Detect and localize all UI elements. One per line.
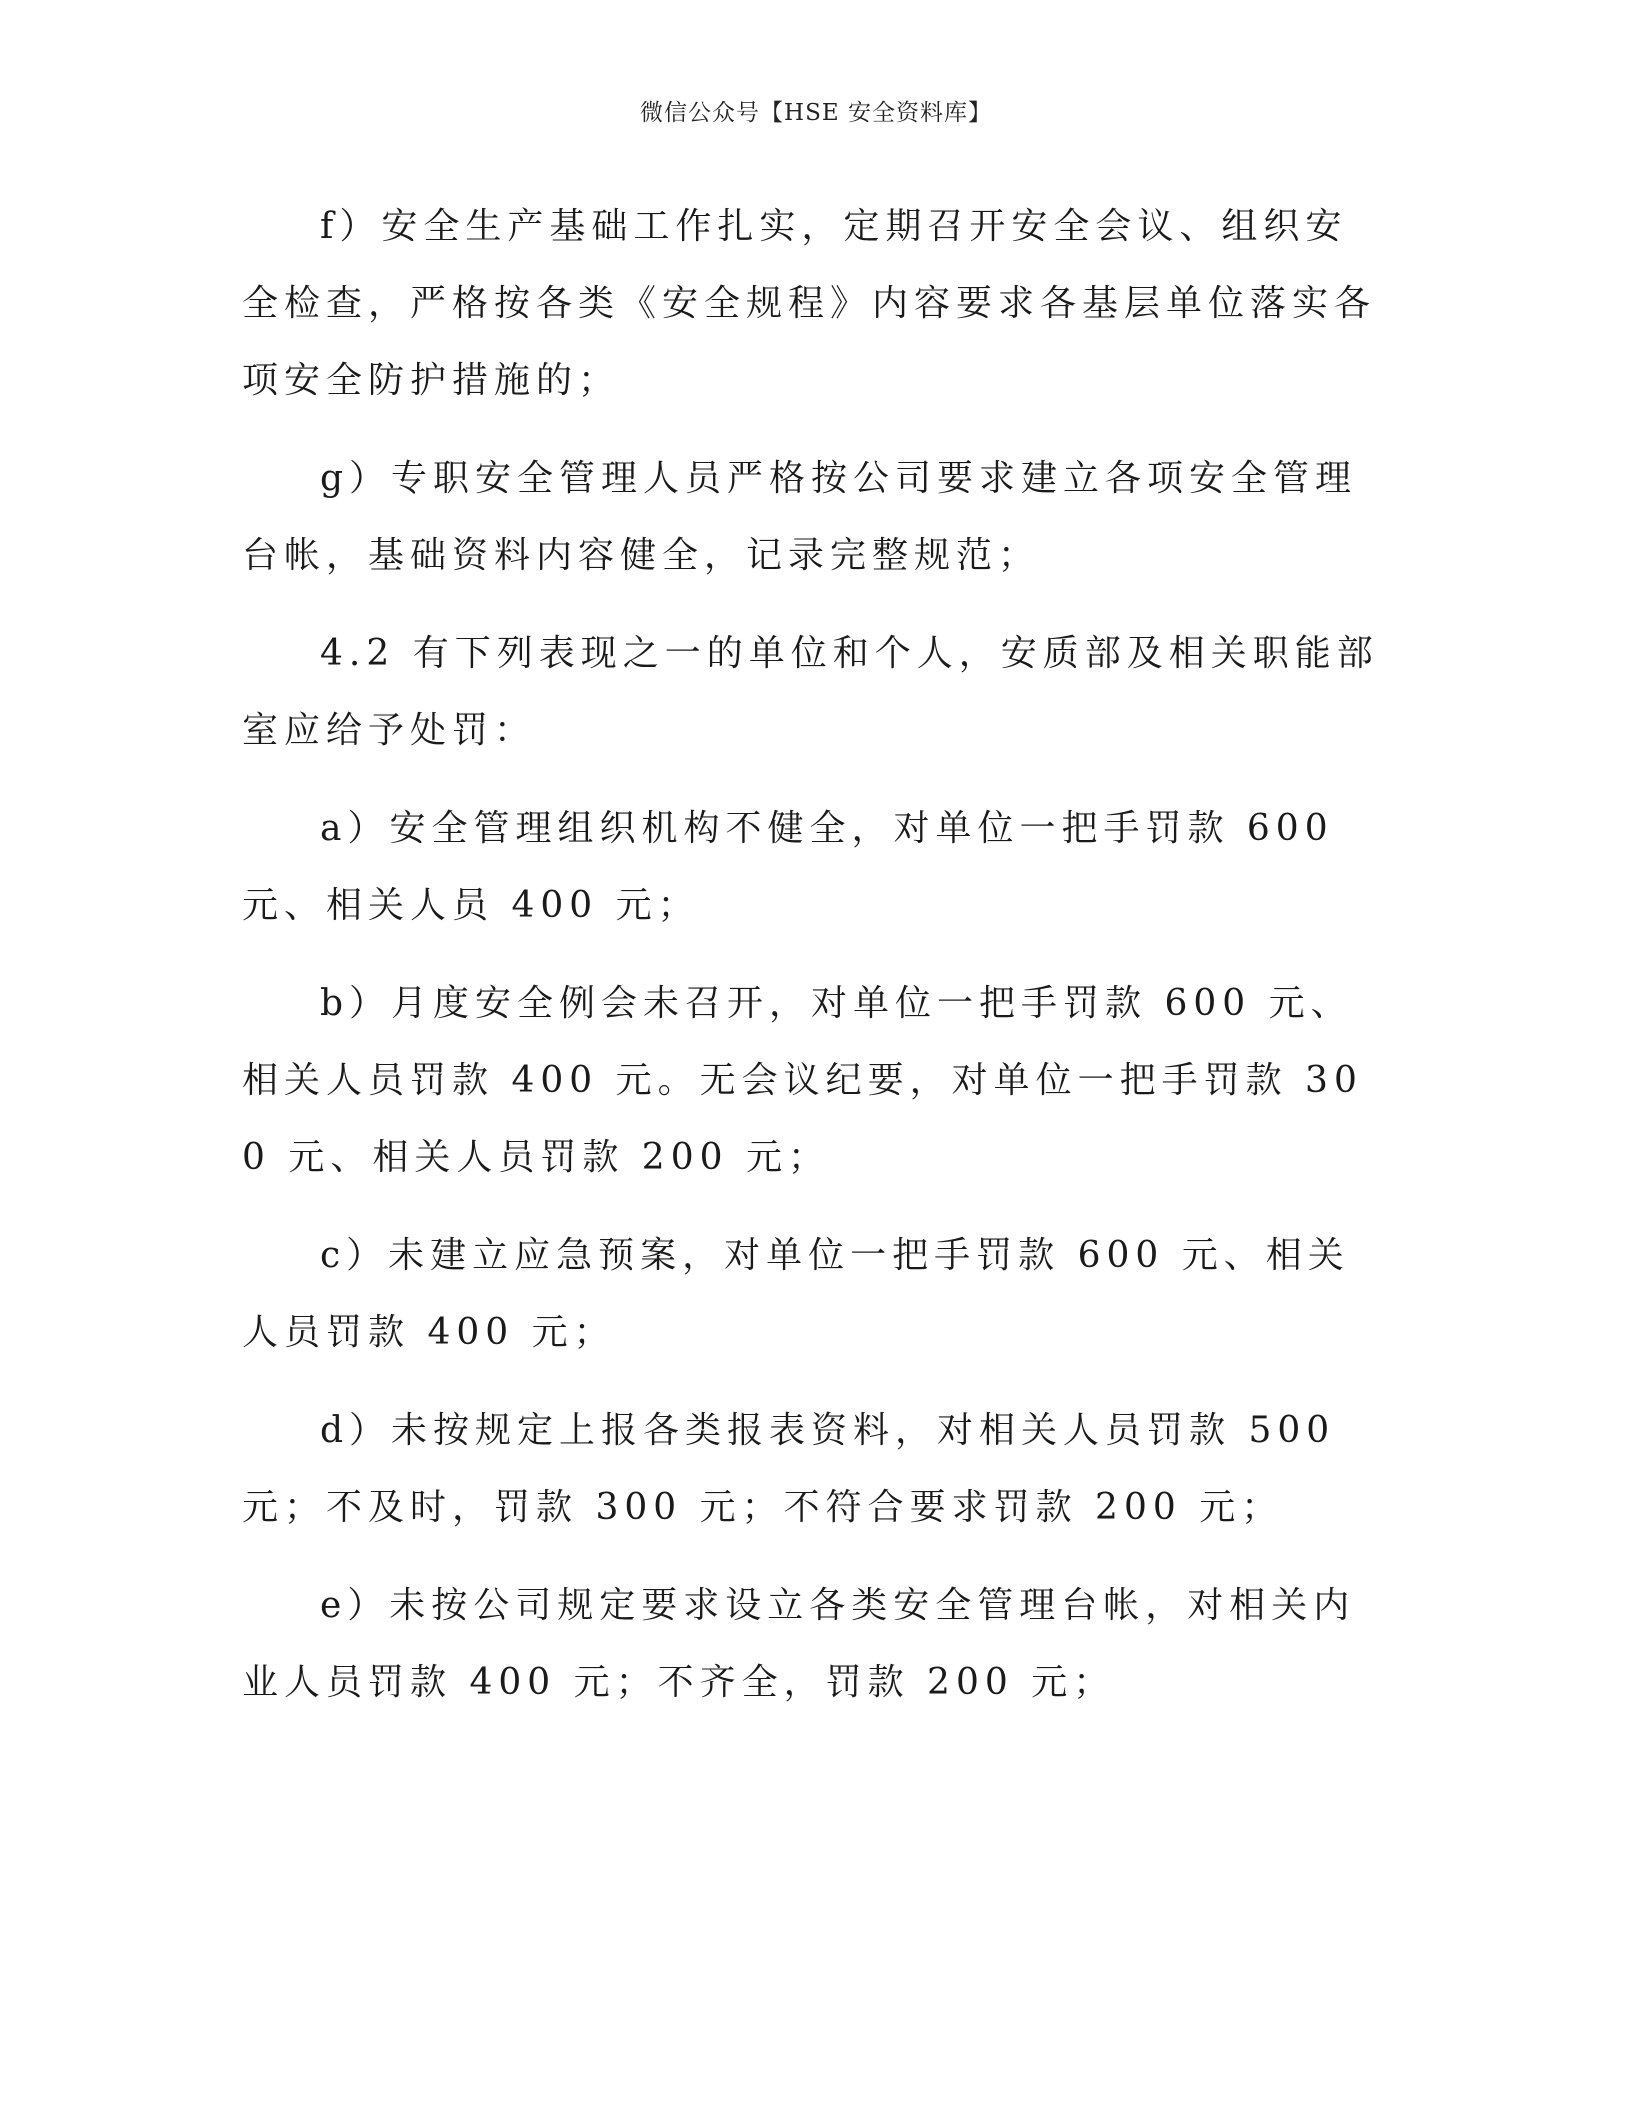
paragraph-d: d）未按规定上报各类报表资料，对相关人员罚款 500 元；不及时，罚款 300 元；不符合要求罚款 200 元；: [242, 1410, 1336, 1528]
paragraph-f: f）安全生产基础工作扎实，定期召开安全会议、组织安全检查，严格按各类《安全规程》内容要求各基层单位落实各项安全防护措施的；: [242, 206, 1377, 401]
paragraph-g: g）专职安全管理人员严格按公司要求建立各项安全管理台帐，基础资料内容健全，记录完整规范；: [242, 458, 1358, 576]
paragraph-4-2: 4.2 有下列表现之一的单位和个人，安质部及相关职能部室应给予处罚：: [242, 633, 1379, 751]
paragraph-e: e）未按公司规定要求设立各类安全管理台帐，对相关内业人员罚款 400 元；不齐全，罚款 200 元；: [242, 1585, 1356, 1703]
paragraph-b: b）月度安全例会未召开，对单位一把手罚款 600 元、相关人员罚款 400 元。无会议纪要，对单位一把手罚款 300 元、相关人员罚款 200 元；: [242, 983, 1363, 1178]
paragraph-c: c）未建立应急预案，对单位一把手罚款 600 元、相关人员罚款 400 元；: [242, 1235, 1350, 1353]
page-header: 微信公众号【HSE 安全资料库】: [640, 100, 992, 126]
paragraph-a: a）安全管理组织机构不健全，对单位一把手罚款 600 元、相关人员 400 元；: [242, 808, 1334, 926]
document-body: [242, 188, 1384, 1742]
